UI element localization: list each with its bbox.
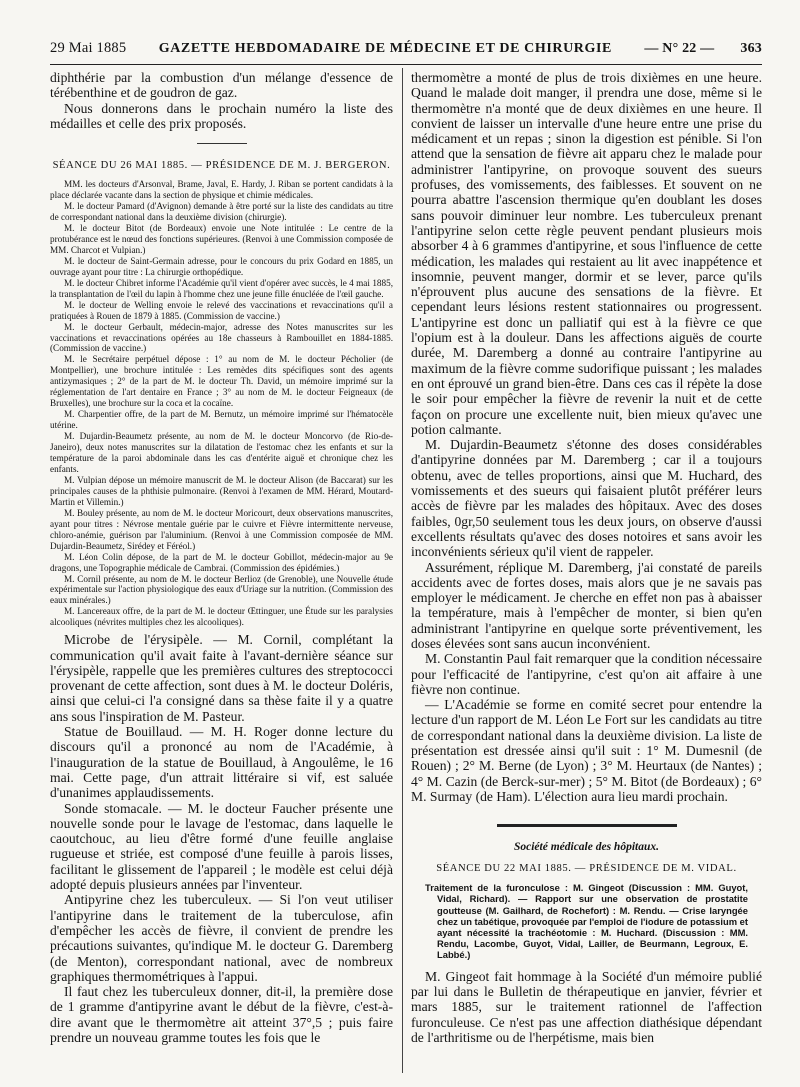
paragraph-thermometre: thermomètre a monté de plus de trois dixièmes en une heure. Quand le malade doit manger, il prendra une dose, même si le thermomètre n'a monté que de deux dixièmes en une heure. Il convient de laisser un intervalle d'une heure entre une prise du médicament et un repas ; sinon la digestion est pénible. Si l'on attend que la sensation de fièvre ait apparu chez le malade pour administrer l'antipyrine, on provoque souvent des sueurs profuses, des vomissements, des faiblesses. Et souvent on ne pourra abattre l'ascension thermique qu'en doublant les doses sans pouvoir diminuer leur nombre. Les tuberculeux prenant l'antipyrine selon cette règle peuvent pendant plusieurs mois absorber 4 à 6 grammes d'antipyrine, et sous l'influence de cette médication, les malades qui restaient au lit avec inappétence et insomnie, peuvent manger, dormir et se lever, parce qu'ils n'éprouvent plus aucune des sensations de la fièvre. Et cependant leurs lésions restent stationnaires ou progressent. L'antipyrine est donc un palliatif qui est à la fièvre ce que l'opium est à la douleur. Dans les affections aiguës de courte durée, M. Daremberg a donné au contraire l'antipyrine au maximum de la fièvre comme sudorifique puissant ; les malades en ont éprouvé un grand bien-être. Dans ces cas il répète la dose le soir pour empêcher la fièvre de revenir la nuit et de cette façon on procure une excellente nuit, bien mieux qu'avec une potion calmante. <box>411 70 762 437</box>
small-paragraph: M. le docteur Pamard (d'Avignon) demande à être porté sur la liste des candidats au titre de correspondant national dans la deuxième division (chirurgie). <box>50 201 393 223</box>
small-paragraph: M. le Secrétaire perpétuel dépose : 1° au nom de M. le docteur Pécholier (de Montpellier), une brochure intitulée : Les remèdes dits spécifiques sont des agents antizymasiques ; 2° de la part de M. le docteur Th. David, un mémoire imprimé sur la réglementation de l'art dentaire en France ; 3° au nom de M. le docteur Feigneaux (de Bruxelles), une brochure sur la coca et la cocaïne. <box>50 354 393 409</box>
left-column <box>50 70 393 1075</box>
paragraph-announce: Nous donnerons dans le prochain numéro la liste des médailles et celle des prix proposés. <box>50 100 393 131</box>
small-paragraph: M. le docteur de Saint-Germain adresse, pour le concours du prix Godard en 1885, un ouvrage ayant pour titre : La chirurgie orthopédique. <box>50 255 393 277</box>
paragraph-bouillaud: Statue de Bouillaud. — M. H. Roger donne lecture du discours qu'il a prononcé au nom de l'Académie, à l'inauguration de la statue de Bouillaud, à Angoulême, le 16 mai. Cette page, d'un attrait littéraire si vif, est saluée d'unanimes applaudissements. <box>50 724 393 801</box>
paragraph-intro: diphthérie par la combustion d'un mélange d'essence de térébenthine et de goudron de gaz. <box>50 70 393 101</box>
session-summary: Traitement de la furonculose : M. Gingeot (Discussion : MM. Guyot, Vidal, Richard). — Rapport sur une observation de prostatite goutteuse (M. Gailhard, de Rochefort) : M. Rendu. — Crise laryngée chez un tabétique, provoquée par l'emploi de l'iodure de potassium et ayant nécessité la trachéotomie : M. Huchard. (Discussion : MM. Rendu, Lacombe, Guyot, Vidal, Lailler, de Beurmann, Legroux, E. Labbé.) <box>425 882 748 961</box>
paragraph-comite: — L'Académie se forme en comité secret pour entendre la lecture d'un rapport de M. Léon Le Fort sur les candidats au titre de correspondant national dans la deuxième division. La liste de présentation est dressée ainsi qu'il suit : 1° M. Dumesnil (de Rouen) ; 2° M. Berne (de Lyon) ; 3° M. Heurtaux (de Nantes) ; 4° M. Cazin (de Berck-sur-mer) ; 5° M. Bitot (de Bordeaux) ; 6° M. Surmay (de Ham). L'élection aura lieu mardi prochain. <box>411 697 762 804</box>
paragraph-dujardin: M. Dujardin-Beaumetz s'étonne des doses considérables d'antipyrine données par M. Daremberg ; car il a toujours obtenu, avec de telles proportions, ainsi que M. Huchard, des vomissements et des sueurs qui faisaient plutôt préférer leurs accès de fièvre par les malades des hôpitaux. Avec des doses faibles, 0gr,50 seulement tous les deux jours, on observe d'aussi excellents résultats qu'avec des doses notoires et sans avoir les inconvénients sérieux qu'il vient de rappeler. <box>411 437 762 560</box>
paragraph-gingeot: M. Gingeot fait hommage à la Société d'un mémoire publié par lui dans le Bulletin de thérapeutique en janvier, février et mars 1885, sur le traitement rationnel de l'affection furonculeuse. Ce n'est pas une affection diathésique dépendant de l'arthritisme ou de l'herpétisme, mais bien <box>411 968 762 1045</box>
paragraph-constantin: M. Constantin Paul fait remarquer que la condition nécessaire pour l'efficacité de l'antipyrine, c'est qu'on ait affaire à une fièvre non continue. <box>411 651 762 697</box>
paragraph-daremberg: Assurément, réplique M. Daremberg, j'ai constaté de pareils accidents avec de fortes doses, mais alors que je ne savais pas employer le médicament. Je cherche en effet non pas à abaisser la température, mais à l'empêcher de monter, si bien qu'en administrant l'antipyrine en quelque sorte préventivement, les doses élevées sont sans aucun inconvénient. <box>411 559 762 651</box>
header-rule <box>50 64 762 65</box>
small-paragraph: M. Charpentier offre, de la part de M. Bernutz, un mémoire imprimé sur l'hématocèle utérine. <box>50 409 393 431</box>
small-paragraph: MM. les docteurs d'Arsonval, Brame, Javal, E. Hardy, J. Riban se portent candidats à la place déclarée vacante dans la section de physique et chimie médicales. <box>50 179 393 201</box>
seance-heading: SÉANCE DU 22 MAI 1885. — PRÉSIDENCE DE M. VIDAL. <box>436 863 737 875</box>
seance-heading: SÉANCE DU 26 MAI 1885. — PRÉSIDENCE DE M. J. BERGERON. <box>52 160 391 172</box>
small-paragraph: M. le docteur Chibret informe l'Académie qu'il vient d'opérer avec succès, le 4 mai 1885, la transplantation de l'œil du lapin à l'homme chez une jeune fille énucléée de l'œil gauche. <box>50 277 393 299</box>
society-heading: Société médicale des hôpitaux. <box>513 841 659 854</box>
section-rule <box>197 143 247 144</box>
header-right <box>644 41 762 57</box>
column-divider <box>402 68 403 1073</box>
paragraph-antipyrine: Antipyrine chez les tuberculeux. — Si l'on veut utiliser l'antipyrine dans le traitement de la tuberculose, afin d'empêcher les accès de fièvre, il convient de prendre les précautions suivantes, qu'indique M. le docteur G. Daremberg (de Menton), correspondant national, avec de nombreux graphiques thermométriques à l'appui. <box>50 892 393 984</box>
small-paragraph: M. Lancereaux offre, de la part de M. le docteur Œttinguer, une Étude sur les paralysies alcooliques (névrites multiples chez les alcooliques). <box>50 606 393 628</box>
paragraph-sonde: Sonde stomacale. — M. le docteur Faucher présente une nouvelle sonde pour le lavage de l'estomac, dans laquelle le caoutchouc, au lieu d'être formé d'une feuille anglaise rugueuse et striée, est composé d'une feuille à parois lisses, facilitant le glissement de l'appareil ; le modèle est celui déjà adopté depuis plusieurs années par l'inventeur. <box>50 800 393 893</box>
small-paragraph: M. le docteur Gerbault, médecin-major, adresse des Notes manuscrites sur les vaccinations et revaccinations opérées au 18e chasseurs à Rambouillet en 1884-1885. (Commission de vaccine.) <box>50 321 393 354</box>
small-paragraph: M. Cornil présente, au nom de M. le docteur Berlioz (de Grenoble), une Nouvelle étude expérimentale sur l'action physiologique des eaux d'Uriage sur la nutrition. (Commission des eaux minérales.) <box>50 573 393 606</box>
small-paragraph: M. Vulpian dépose un mémoire manuscrit de M. le docteur Alison (de Baccarat) sur les principales causes de la phthisie pulmonaire. (Renvoi à l'examen de MM. Hérard, Moutard-Martin et Villemin.) <box>50 474 393 507</box>
paragraph-dose: Il faut chez les tuberculeux donner, dit-il, la première dose de 1 gramme d'antipyrine avant le début de la fièvre, c'est-à-dire avant que le thermomètre ait atteint 37°,5 ; puis faire prendre un nouveau gramme toutes les fois que le <box>50 984 393 1045</box>
right-column <box>411 70 762 1075</box>
page-header <box>50 40 762 64</box>
small-paragraph: M. le docteur Bitot (de Bordeaux) envoie une Note intitulée : Le centre de la protubérance est le nœud des fonctions supérieures. (Renvoi à une Commission composée de MM. Charcot et Vulpian.) <box>50 223 393 255</box>
small-paragraph: M. Dujardin-Beaumetz présente, au nom de M. le docteur Moncorvo (de Rio-de-Janeiro), deux notes manuscrites sur la dilatation de l'estomac chez les enfants et sur la température de la paroi abdominale dans les cas d'entérite aiguë et chronique chez les enfants. <box>50 431 393 474</box>
issue-number: — N° 22 — <box>644 41 715 56</box>
small-paragraph: M. Bouley présente, au nom de M. le docteur Moricourt, deux observations manuscrites, ayant pour titres : Névrose mentale guérie par le cuivre et Fièvre intermittente nerveuse, chloro-anémie, guérison par l'aluminium. (Renvoi à une Commission composée de MM. Dujardin-Beaumetz, Sirédey et Féréol.) <box>50 507 393 551</box>
small-paragraph: M. Léon Colin dépose, de la part de M. le docteur Gobillot, médecin-major au 9e dragons, une Topographie médicale de Cambrai. (Commission des épidémies.) <box>50 551 393 573</box>
page-number: 363 <box>740 41 762 56</box>
section-rule <box>497 824 677 827</box>
header-title: GAZETTE HEBDOMADAIRE DE MÉDECINE ET DE CHIRURGIE <box>158 41 612 56</box>
small-paragraph: M. le docteur de Welling envoie le relevé des vaccinations et revaccinations qu'il a pratiquées à Rouen de 1879 à 1885. (Commission de vaccine.) <box>50 299 393 321</box>
header-date: 29 Mai 1885 <box>50 40 127 56</box>
paragraph-erysipele: Microbe de l'érysipèle. — M. Cornil, complétant la communication qu'il avait faite à l'avant-dernière séance sur l'érysipèle, rappelle que les premières cultures des streptococci provenant de cette affection, sont dues à M. le docteur Doléris, ainsi que celui-ci l'a consigné dans sa thèse faite il y a quatre ans sous l'inspiration de M. Pasteur. <box>50 632 393 724</box>
